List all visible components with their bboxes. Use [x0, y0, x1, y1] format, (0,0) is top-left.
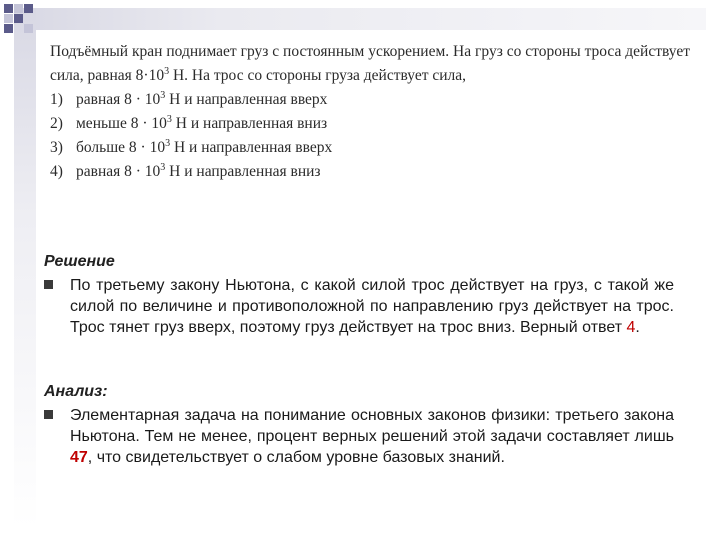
answer-option-2: 2) меньше $8 \cdot 10^3$ Н и направленная вниз [50, 114, 328, 132]
analysis-text: Элементарная задача на понимание основных законов физики: третьего закона Ньютона. Тем не менее, процент верных решений этой задачи составляет лишь 47, что свидетельствует о слабом уровне базовых знаний. [70, 407, 674, 466]
solution-item [44, 275, 674, 338]
problem-statement [50, 40, 690, 222]
answer-option-4: 4) равная $8 \cdot 10^3$ Н и направленная вниз [50, 162, 321, 180]
analysis-title: Анализ: [44, 383, 108, 400]
decorative-left-bar [14, 8, 36, 528]
square-bullet-icon [44, 410, 53, 419]
answer-option-1: 1) равная $8 \cdot 10^3$ Н и направленная вверх [50, 90, 328, 108]
decorative-top-bar [14, 8, 706, 30]
decorative-corner-squares [0, 0, 50, 40]
solution-title: Решение [44, 253, 115, 270]
analysis-item [44, 405, 674, 468]
solution-text: По третьему закону Ньютона, с какой силой трос действует на груз, с такой же силой по величине и противоположной по направлению груз действует на трос. Трос тянет груз вверх, поэтому груз действует на трос вниз. Верный ответ 4. [70, 277, 674, 336]
percent-value: 47 [70, 449, 88, 466]
square-bullet-icon [44, 280, 53, 289]
problem-stem: Подъёмный кран поднимает груз с постоянным ускорением. На груз со стороны троса действует сила, равная $8\cdot 10^3$ Н. На трос со стороны груза действует сила, [50, 43, 690, 84]
answer-number: 4 [626, 319, 636, 336]
answer-option-3: 3) больше $8 \cdot 10^3$ Н и направленная вверх [50, 138, 333, 156]
